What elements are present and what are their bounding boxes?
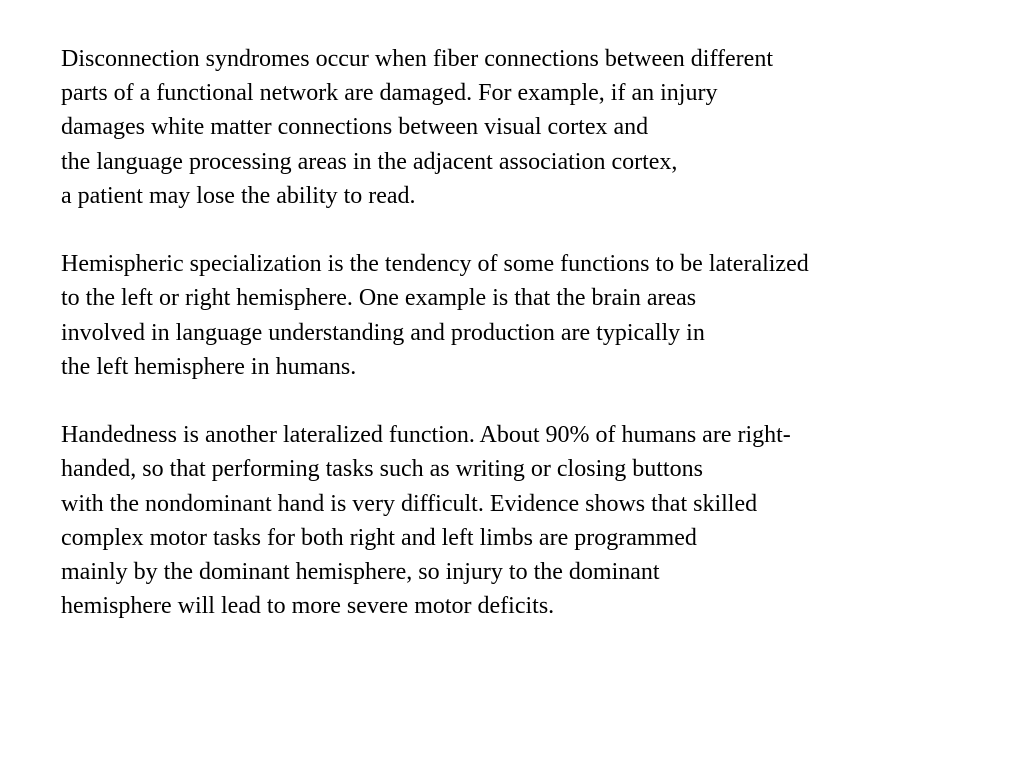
text-line: Hemispheric specialization is the tendency of some functions to be lateralized <box>61 251 809 278</box>
text-line: the left hemisphere in humans. <box>61 353 357 380</box>
text-line: involved in language understanding and production are typically in <box>61 319 705 346</box>
text-line: hemisphere will lead to more severe motor deficits. <box>61 593 555 620</box>
slide-body <box>61 42 1001 658</box>
text-line: a patient may lose the ability to read. <box>61 182 416 209</box>
text-line: Disconnection syndromes occur when fiber connections between different <box>61 46 773 72</box>
paragraph-handedness <box>61 418 1001 623</box>
paragraph-hemispheric-specialization <box>61 247 1001 384</box>
text-line: damages white matter connections between visual cortex and <box>61 114 649 141</box>
paragraph-disconnection-syndromes <box>61 42 1001 213</box>
text-line: the language processing areas in the adjacent association cortex, <box>61 148 678 175</box>
text-line: to the left or right hemisphere. One example is that the brain areas <box>61 285 697 312</box>
text-line: parts of a functional network are damaged. For example, if an injury <box>61 80 718 107</box>
text-line: handed, so that performing tasks such as writing or closing buttons <box>61 456 703 483</box>
text-line: with the nondominant hand is very difficult. Evidence shows that skilled <box>61 490 758 517</box>
text-line: mainly by the dominant hemisphere, so injury to the dominant <box>61 559 660 586</box>
text-line: Handedness is another lateralized function. About 90% of humans are right- <box>61 422 791 449</box>
text-line: complex motor tasks for both right and left limbs are programmed <box>61 524 697 551</box>
